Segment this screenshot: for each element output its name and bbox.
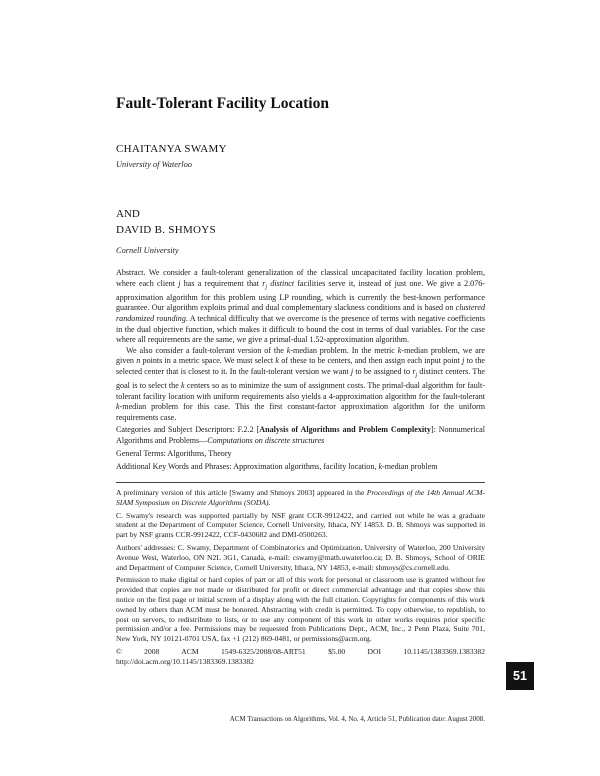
- keywords-text: -median problem: [382, 462, 438, 471]
- footnote-permission: Permission to make digital or hard copies of part or all of this work for personal or classroom use is granted without fee provided that copies are not made or distributed for profit or direct commercial advantage and that copies show this notice on the first page or initial screen of a display along with the full citation. Copyrights for components of this work owned by others than ACM must be honored. Abstracting with credit is permitted. To copy otherwise, to republish, to post on servers, to redistribute to lists, or to use any component of this work in other works requires prior specific permission and/or a fee. Permissions may be requested from Publications Dept., ACM, Inc., 2 Penn Plaza, Suite 701, New York, NY 10121-0701 USA, fax +1 (212) 869-0481, or permissions@acm.org.: [116, 575, 485, 644]
- author-conjunction: AND: [116, 208, 140, 220]
- abstract-text: distinct centers. The goal is to select the: [116, 366, 485, 391]
- abstract-text: We also consider a fault-tolerant version of the: [126, 345, 287, 355]
- math-var: j: [462, 356, 465, 366]
- abstract-text: -median problem, we are given: [116, 345, 485, 366]
- author-affiliation-1: University of Waterloo: [116, 160, 192, 169]
- footnote-copyright: © 2008 ACM 1549-6325/2008/08-ART51 $5.00 DOI 10.1145/1383369.1383382 http://doi.acm.org/10.1145/1383369.1383382: [116, 646, 485, 666]
- abstract-text: points in a metric space. We must select: [140, 356, 276, 366]
- math-var: j: [350, 366, 354, 376]
- math-var: k: [378, 462, 383, 471]
- abstract-text: Abstract. We consider a fault-tolerant generalization of the classical uncapacitated facility location problem, where each client: [116, 268, 485, 288]
- footnote-addresses: Authors' addresses: C. Swamy, Department of Combinatorics and Optimization, University of Waterloo, 200 University Avenue West, Waterloo, ON N2L 3G1, Canada, e-mail: cswamy@math.uwaterloo.ca; D. B. Shmoys, School of ORIE and Department of Computer Science, Cornell University, Ithaca, NY 14853, e-mail: shmoys@cs.cornell.edu.: [116, 542, 485, 572]
- footnote-text: A preliminary version of this article [Swamy and Shmoys 2003] appeared in the: [116, 488, 367, 497]
- math-var: j: [178, 278, 181, 288]
- math-var: k: [275, 356, 279, 366]
- footnote-divider: [116, 482, 485, 483]
- math-var: r: [412, 366, 416, 376]
- abstract-text: -median problem for this case. This the first constant-factor approximation algorithm for the uniform requirements case.: [116, 402, 485, 422]
- categories-text: Categories and Subject Descriptors: F.2.2 [: [116, 425, 260, 434]
- keywords-text: Additional Key Words and Phrases: Approximation algorithms, facility location,: [116, 462, 379, 471]
- math-var: k: [116, 402, 120, 412]
- math-var: r: [262, 278, 266, 288]
- abstract-text: . A technical difficulty that we overcome is the presence of terms with negative coefficients in the dual objective function, which makes it difficult to bound the cost in terms of dual variables. For the case where all requirements are the same, we give a primal-dual 1.52-approximation algorithm.: [116, 313, 485, 345]
- abstract-text: centers so as to minimize the sum of assignment costs. The primal-dual algorithm for fault-tolerant facility location with uniform requirements also yields a 4-approximation algorithm for the fault-tolerant: [116, 381, 485, 401]
- abstract-text: facilities serve it, instead of just one. We give a 2.076-approximation algorithm for this problem using LP rounding, which is currently the best-known performance guarantee. Our algorithm exploits primal and dual complementary slackness conditions and is based on: [116, 278, 485, 313]
- paper-title: Fault-Tolerant Facility Location: [116, 95, 329, 112]
- journal-footer: ACM Transactions on Algorithms, Vol. 4, No. 4, Article 51, Publication date: August 2008.: [229, 715, 485, 723]
- abstract-text: has a requirement that: [180, 278, 263, 288]
- author-affiliation-2: Cornell University: [116, 246, 179, 255]
- abstract-paragraph-1: [116, 268, 485, 346]
- abstract-text: of these to be centers, and then assign each input point: [278, 356, 463, 366]
- categories-text: ]: Nonnumerical Algorithms and Problems—: [116, 425, 485, 445]
- general-terms: General Terms: Algorithms, Theory: [116, 449, 232, 458]
- math-var: n: [136, 356, 141, 366]
- abstract-text: -median problem. In the metric: [290, 345, 398, 355]
- abstract-emphasis: distinct: [267, 278, 295, 288]
- keywords: [116, 462, 485, 473]
- abstract: [116, 268, 485, 424]
- categories-bold: Analysis of Algorithms and Problem Complexity: [259, 425, 431, 434]
- categories: [116, 425, 485, 446]
- abstract-text: to the selected center that is closest to it. In the fault-tolerant version we want: [116, 356, 485, 376]
- author-name-2: DAVID B. SHMOYS: [116, 224, 216, 236]
- footnote-preliminary: [116, 488, 485, 508]
- math-subscript: j: [265, 284, 268, 291]
- footnote-italic: Proceedings of the 14th Annual ACM-SIAM Symposium on Discrete Algorithms (SODA).: [116, 488, 486, 507]
- math-var: k: [397, 345, 402, 355]
- math-var: k: [286, 345, 291, 355]
- categories-italic: Computations on discrete structures: [207, 435, 325, 445]
- article-number-tab: 51: [506, 662, 534, 690]
- abstract-paragraph-2: [116, 346, 485, 424]
- footnotes: [116, 488, 485, 670]
- abstract-emphasis: clustered randomized rounding: [116, 303, 485, 323]
- abstract-text: to be assigned to: [353, 366, 413, 376]
- author-name-1: CHAITANYA SWAMY: [116, 143, 227, 155]
- footnote-funding: C. Swamy's research was supported partially by NSF grant CCR-9912422, and carried out while he was a graduate student at the Department of Computer Science, Cornell University, Ithaca, NY 14853. D. B. Shmoys was supported in part by NSF grants CCR-9912422, CCF-0430682 and DMI-0500263.: [116, 510, 485, 540]
- math-var: k: [181, 381, 185, 391]
- math-subscript: j: [415, 372, 418, 379]
